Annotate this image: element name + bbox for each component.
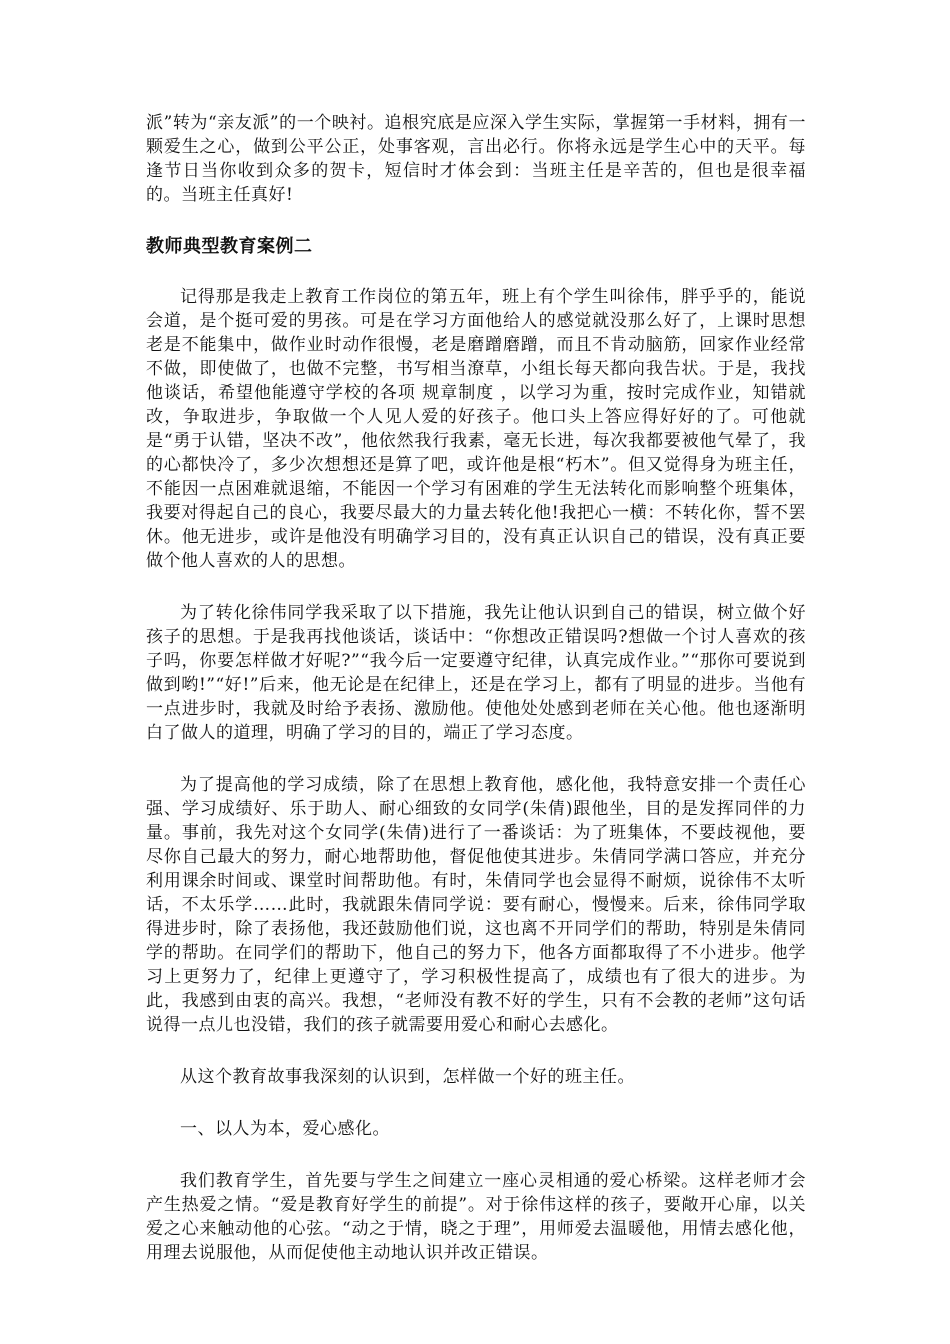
body-paragraph: 我们教育学生，首先要与学生之间建立一座心灵相通的爱心桥梁。这样老师才会产生热爱之情。“爱是教育好学生的前提”。对于徐伟这样的孩子，要敞开心扉，以关爱之心来触动他的心弦。“动之于情，晓之于理”，用师爱去温暖他，用情去感化他，用理去说服他，从而促使他主动地认识并改正错误。 [146,1171,806,1263]
body-paragraph: 为了提高他的学习成绩，除了在思想上教育他，感化他，我特意安排一个责任心强、学习成绩好、乐于助人、耐心细致的女同学(朱倩)跟他坐，目的是发挥同伴的力量。事前，我先对这个女同学(朱倩)进行了一番谈话：为了班集体，不要歧视他，要尽你自己最大的努力，耐心地帮助他，督促他使其进步。朱倩同学满口答应，并充分利用课余时间或、课堂时间帮助他。有时，朱倩同学也会显得不耐烦，说徐伟不太听话，不太乐学……此时，我就跟朱倩同学说：要有耐心，慢慢来。后来，徐伟同学取得进步时，除了表扬他，我还鼓励他们说，这也离不开同学们的帮助，特别是朱倩同学的帮助。在同学们的帮助下，他自己的努力下，他各方面都取得了不小进步。他学习上更努力了，纪律上更遵守了，学习积极性提高了，成绩也有了很大的进步。为此，我感到由衷的高兴。我想，“老师没有教不好的学生，只有不会教的老师”这句话说得一点儿也没错，我们的孩子就需要用爱心和耐心去感化。 [146,775,806,1035]
body-paragraph: 为了转化徐伟同学我采取了以下措施，我先让他认识到自己的错误，树立做个好孩子的思想。于是我再找他谈话，谈话中：“你想改正错误吗?想做一个讨人喜欢的孩子吗，你要怎样做才好呢?”“我今后一定要遵守纪律，认真完成作业。”“那你可要说到做到哟!”“好!”后来，他无论是在纪律上，还是在学习上，都有了明显的进步。当他有一点进步时，我就及时给予表扬、激励他。使他处处感到老师在关心他。他也逐渐明白了做人的道理，明确了学习的目的，端正了学习态度。 [146,603,806,743]
section-title: 教师典型教育案例二 [146,236,313,257]
body-paragraph: 记得那是我走上教育工作岗位的第五年，班上有个学生叫徐伟，胖乎乎的，能说会道，是个挺可爱的男孩。可是在学习方面他给人的感觉就没那么好了，上课时思想老是不能集中，做作业时动作很慢，老是磨蹭磨蹭，而且不肯动脑筋，回家作业经常不做，即使做了，也做不完整，书写相当潦草，小组长每天都向我告状。于是，我找他谈话，希望他能遵守学校的各项 规章制度 ，以学习为重，按时完成作业，知错就改，争取进步，争取做一个人见人爱的好孩子。他口头上答应得好好的了。可他就是“勇于认错，坚决不改”，他依然我行我素，毫无长进，每次我都要被他气晕了，我的心都快冷了，多少次想想还是算了吧，或许他是根“朽木”。但又觉得身为班主任，不能因一点困难就退缩，不能因一个学习有困难的学生无法转化而影响整个班集体，我要对得起自己的良心，我要尽最大的力量去转化他!我把心一横：不转化你，誓不罢休。他无进步，或许是他没有明确学习目的，没有真正认识自己的错误，没有真正要做个他人喜欢的人的思想。 [146,287,806,571]
intro-paragraph: 派”转为“亲友派”的一个映衬。追根究底是应深入学生实际，掌握第一手材料，拥有一颗爱生之心，做到公平公正，处事客观，言出必行。你将永远是学生心中的天平。每逢节日当你收到众多的贺卡，短信时才体会到：当班主任是辛苦的，但也是很幸福的。当班主任真好! [146,113,806,205]
body-paragraph: 从这个教育故事我深刻的认识到，怎样做一个好的班主任。 [180,1067,635,1087]
document-page [146,111,806,1293]
subheading-paragraph: 一、以人为本，爱心感化。 [180,1119,390,1139]
